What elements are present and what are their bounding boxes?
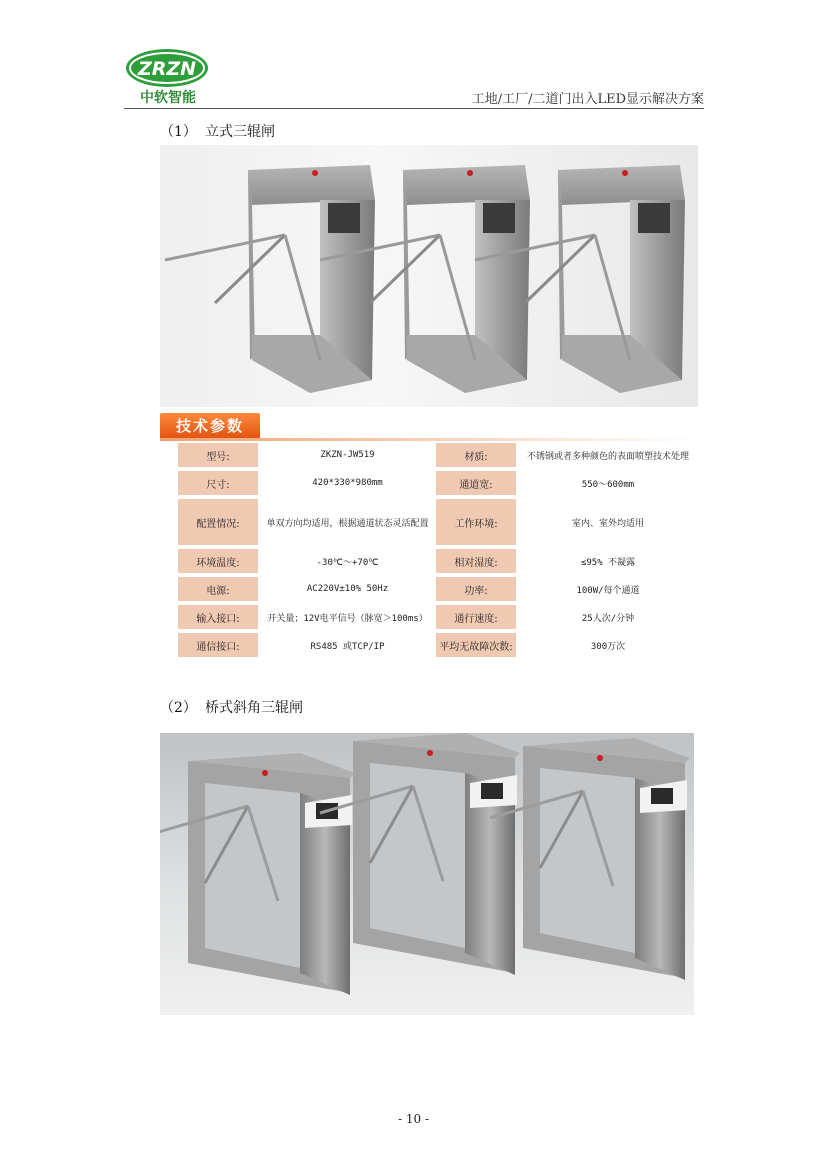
logo-subtitle: 中软智能: [140, 90, 196, 106]
spec-value: 300万次: [590, 641, 626, 652]
spec-row: [178, 633, 698, 659]
spec-value: ZKZN-JW519: [320, 450, 375, 460]
spec-value: 25人次/分钟: [581, 613, 635, 624]
bridge-turnstile-photo: [160, 733, 694, 1015]
spec-value: 开关量；12V电平信号（脉宽＞100ms）: [267, 613, 428, 624]
spec-label: 尺寸:: [178, 471, 258, 495]
spec-label: 通道宽:: [436, 471, 516, 495]
spec-heading-tab: 技术参数: [160, 413, 260, 439]
spec-label: 通信接口:: [178, 633, 258, 657]
spec-label: 电源:: [178, 577, 258, 601]
spec-row: [178, 549, 698, 575]
spec-row: [178, 471, 698, 497]
spec-label: 相对湿度:: [436, 549, 516, 573]
spec-row: [178, 443, 698, 469]
spec-value: AC220V±10% 50Hz: [306, 584, 389, 594]
spec-label: 通行速度:: [436, 605, 516, 629]
spec-row: [178, 605, 698, 631]
spec-row: [178, 577, 698, 603]
logo-text: ZRZN: [137, 58, 197, 80]
spec-label: 输入接口:: [178, 605, 258, 629]
vertical-turnstile-photo: [160, 145, 698, 407]
section-title: 桥式斜角三辊闸: [205, 700, 303, 716]
section-title: 立式三辊闸: [205, 124, 275, 140]
section-heading-1: [160, 121, 275, 141]
spec-label: 型号:: [178, 443, 258, 467]
spec-label: 功率:: [436, 577, 516, 601]
spec-label: 环境温度:: [178, 549, 258, 573]
spec-value: RS485 或TCP/IP: [310, 641, 385, 652]
spec-value: 室内、室外均适用: [571, 518, 644, 529]
spec-value: ≤95% 不凝露: [580, 557, 636, 568]
section-heading-2: [160, 697, 303, 717]
spec-label: 材质:: [436, 443, 516, 467]
header-divider: [124, 108, 704, 109]
spec-value: 420*330*980mm: [312, 478, 383, 488]
document-title: 工地/工厂/二道门出入LED显示解决方案: [471, 92, 704, 107]
spec-label: 配置情况:: [178, 499, 258, 545]
spec-value: -30℃～+70℃: [316, 557, 379, 568]
spec-value: 单双方向均适用，根据通道状态灵活配置: [266, 518, 429, 529]
section-number: （2）: [160, 700, 197, 716]
spec-value: 100W/每个通道: [576, 585, 640, 596]
spec-row: [178, 499, 698, 547]
page-number: - 10 -: [397, 1112, 429, 1126]
spec-value: 不锈钢或者多种颜色的表面喷塑技术处理: [526, 451, 689, 462]
company-logo: [124, 46, 210, 108]
spec-divider: [160, 438, 698, 441]
spec-label: 工作环境:: [436, 499, 516, 545]
section-number: （1）: [160, 124, 197, 140]
spec-label: 平均无故障次数:: [436, 633, 516, 657]
spec-value: 550～600mm: [581, 479, 635, 490]
